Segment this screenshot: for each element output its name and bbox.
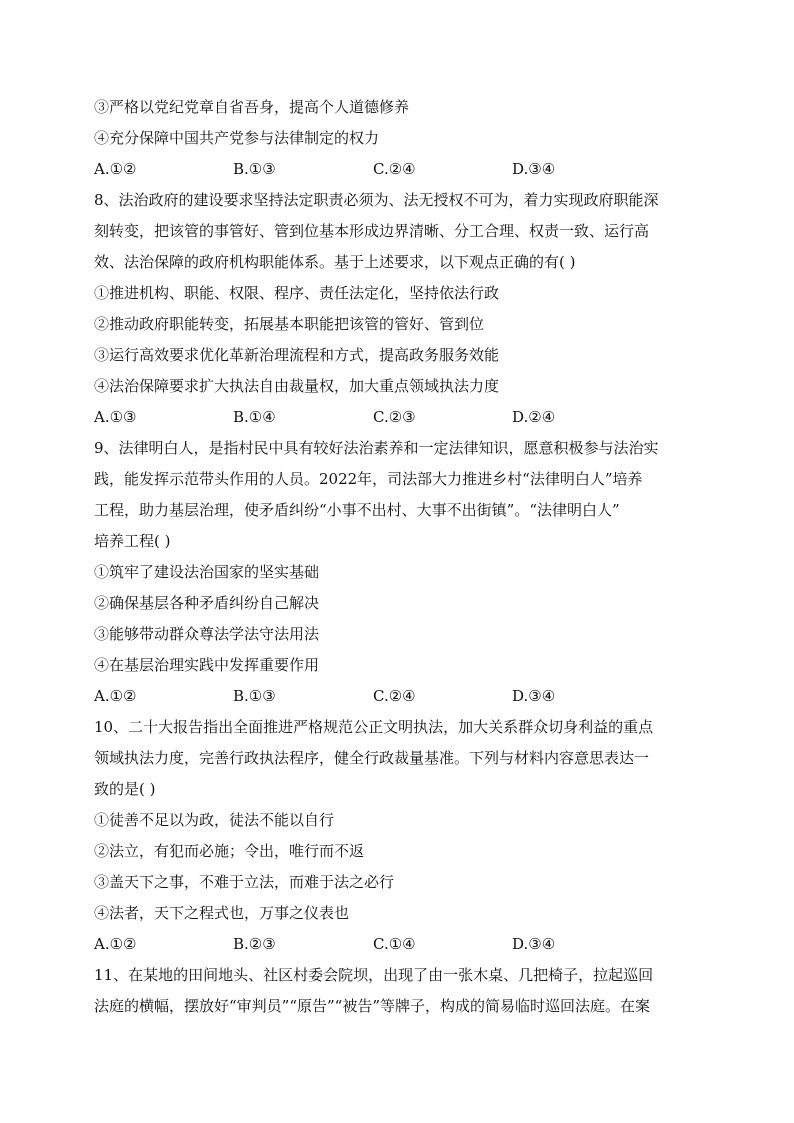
q10-stem-line-2: 领域执法力度，完善行政执法程序，健全行政裁量基准。下列与材料内容意思表达一 xyxy=(94,749,650,767)
q10-option-b: B.②③ xyxy=(233,935,276,953)
q10-item-4: ④法者，天下之程式也，万事之仪表也 xyxy=(94,904,350,922)
q8-option-a: A.①③ xyxy=(94,408,137,426)
q9-option-d: D.③④ xyxy=(512,687,556,705)
q8-stem-line-2: 刻转变，把该管的事管好、管到位基本形成边界清晰、分工合理、权责一致、运行高 xyxy=(94,222,650,240)
q7-option-b: B.①③ xyxy=(233,160,276,178)
q7-item-4: ④充分保障中国共产党参与法律制定的权力 xyxy=(94,129,380,147)
q9-item-4: ④在基层治理实践中发挥重要作用 xyxy=(94,656,320,674)
q8-option-c: C.②③ xyxy=(373,408,416,426)
q7-option-a: A.①② xyxy=(94,160,137,178)
q7-item-3: ③严格以党纪党章自省吾身，提高个人道德修养 xyxy=(94,98,410,116)
document-page xyxy=(94,92,704,1022)
q10-item-1: ①徒善不足以为政，徒法不能以自行 xyxy=(94,811,335,829)
q9-stem-line-1: 9、法律明白人，是指村民中具有较好法治素养和一定法律知识，愿意积极参与法治实 xyxy=(94,439,659,457)
q9-option-b: B.①③ xyxy=(233,687,276,705)
q7-option-c: C.②④ xyxy=(373,160,416,178)
q9-item-3: ③能够带动群众尊法学法守法用法 xyxy=(94,625,320,643)
q10-item-3: ③盖天下之事，不难于立法，而难于法之必行 xyxy=(94,873,395,891)
q9-option-a: A.①② xyxy=(94,687,137,705)
q10-option-c: C.①④ xyxy=(373,935,416,953)
q8-option-d: D.②④ xyxy=(512,408,556,426)
q11-stem-line-1: 11、在某地的田间地头、社区村委会院坝，出现了由一张木桌、几把椅子，拉起巡回 xyxy=(94,966,654,984)
q10-item-2: ②法立，有犯而必施；令出，唯行而不返 xyxy=(94,842,365,860)
q10-option-a: A.①② xyxy=(94,935,137,953)
q9-stem-line-2: 践，能发挥示范带头作用的人员。2022年，司法部大力推进乡村“法律明白人”培养 xyxy=(94,470,643,488)
q9-item-2: ②确保基层各种矛盾纠纷自己解决 xyxy=(94,594,320,612)
q10-stem-line-3: 致的是( ) xyxy=(94,780,156,798)
q8-stem-line-1: 8、法治政府的建设要求坚持法定职责必须为、法无授权不可为，着力实现政府职能深 xyxy=(94,191,659,209)
q9-option-c: C.②④ xyxy=(373,687,416,705)
q8-item-4: ④法治保障要求扩大执法自由裁量权，加大重点领域执法力度 xyxy=(94,377,500,395)
q8-options xyxy=(94,402,704,433)
q10-stem-line-1: 10、二十大报告指出全面推进严格规范公正文明执法，加大关系群众切身利益的重点 xyxy=(94,718,654,736)
q7-options xyxy=(94,154,704,185)
q10-option-d: D.③④ xyxy=(512,935,556,953)
q8-option-b: B.①④ xyxy=(233,408,276,426)
q9-options xyxy=(94,681,704,712)
q11-stem-line-2: 法庭的横幅，摆放好“审判员”“原告”“被告”等牌子，构成的简易临时巡回法庭。在案 xyxy=(94,997,651,1015)
q8-item-2: ②推动政府职能转变，拓展基本职能把该管的管好、管到位 xyxy=(94,315,485,333)
q8-stem-line-3: 效、法治保障的政府机构职能体系。基于上述要求，以下观点正确的有( ) xyxy=(94,253,576,271)
q8-item-3: ③运行高效要求优化革新治理流程和方式，提高政务服务效能 xyxy=(94,346,500,364)
q10-options xyxy=(94,929,704,960)
q8-item-1: ①推进机构、职能、权限、程序、责任法定化，坚持依法行政 xyxy=(94,284,500,302)
q9-item-1: ①筑牢了建设法治国家的坚实基础 xyxy=(94,563,320,581)
q9-stem-line-4: 培养工程( ) xyxy=(94,532,171,550)
q7-option-d: D.③④ xyxy=(512,160,556,178)
q9-stem-line-3: 工程，助力基层治理，使矛盾纠纷“小事不出村、大事不出街镇”。“法律明白人” xyxy=(94,501,620,519)
